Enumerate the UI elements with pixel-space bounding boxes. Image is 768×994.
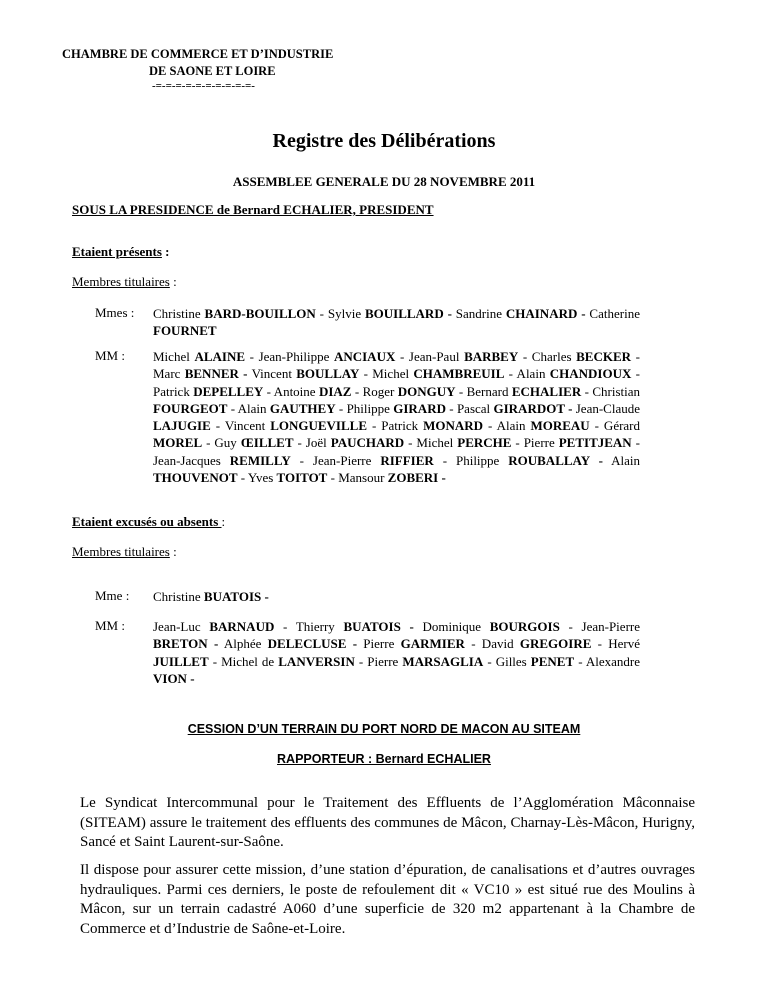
last-name-segment: ROUBALLAY - (508, 452, 603, 468)
first-name-segment: - Pierre (354, 653, 403, 669)
first-name-segment: - Jean-Philippe (245, 349, 334, 364)
last-name-segment: GIRARDOT - (493, 400, 573, 416)
last-name-segment: LONGUEVILLE (270, 418, 367, 434)
chamber-region-line: DE SAONE ET LOIRE (149, 64, 276, 78)
last-name-segment: MOREAU (530, 418, 590, 434)
present-mm-list (153, 348, 640, 486)
last-name-segment: LANVERSIN (278, 653, 355, 669)
last-name-segment: MOREL (153, 435, 203, 451)
last-name-segment: CHANDIOUX (549, 366, 632, 382)
first-name-segment: - Pascal (445, 400, 494, 416)
last-name-segment: BOULLAY (296, 366, 360, 382)
body-paragraph-1: Le Syndicat Intercommunal pour le Traitement des Effluents de l’Agglomération Mâconnaise (SITEAM) assure le traitement des effluents des communes de Mâcon, Charnay-Lès-Mâcon, Hurigny, Sancé et Saint Laurent-sur-Saône. (80, 795, 695, 850)
first-name-segment: Alphée (218, 636, 268, 652)
present-mmes-list (153, 305, 640, 340)
last-name-segment: ECHALIER (511, 383, 582, 399)
present-mm-label: MM : (95, 348, 125, 363)
first-name-segment: - Jean-Pierre (559, 619, 640, 634)
first-name-segment: Vincent (247, 366, 297, 382)
last-name-segment: DEPELLEY (193, 383, 264, 399)
last-name-segment: PENET (530, 653, 575, 669)
first-name-segment: - Antoine (263, 383, 319, 399)
absents-heading (72, 514, 225, 530)
absents-heading-text: Etaient excusés ou absents (72, 514, 222, 529)
first-name-segment: - Jean-Pierre (290, 452, 381, 468)
last-name-segment: ŒILLET (240, 435, 294, 451)
last-name-segment: RIFFIER (380, 452, 434, 468)
presents-subheading (72, 274, 177, 290)
first-name-segment: - Alain (227, 400, 270, 416)
first-name-segment: - Patrick (367, 418, 424, 434)
absent-mm-list (153, 618, 640, 687)
absents-heading-suffix: : (221, 514, 226, 529)
last-name-segment: LAJUGIE (153, 418, 211, 434)
first-name-segment: - Charles (518, 349, 577, 364)
first-name-segment: - Michel (359, 366, 414, 382)
first-name-segment: - Michel (404, 435, 458, 451)
first-name-segment: Christine (153, 306, 205, 321)
absent-mme-list (153, 588, 640, 605)
first-name-segment: Pierre (357, 636, 401, 652)
first-name-segment: - Sylvie (315, 306, 365, 321)
last-name-segment: ZOBERI - (387, 470, 446, 486)
first-name-segment: - Marc (153, 349, 640, 382)
first-name-segment: Catherine (585, 306, 640, 321)
presents-subheading-suffix: : (169, 274, 177, 289)
absents-subheading-text: Membres titulaires (72, 544, 170, 559)
first-name-segment: Alain (602, 452, 641, 468)
last-name-segment: REMILLY (229, 452, 291, 468)
first-name-segment: - David (464, 636, 520, 652)
last-name-segment: ANCIAUX (333, 349, 396, 364)
last-name-segment: JUILLET (153, 653, 209, 669)
chamber-header (62, 46, 382, 92)
last-name-segment: PERCHE (457, 435, 512, 451)
mmes-label: Mmes : (95, 305, 135, 320)
first-name-segment: - Yves (237, 470, 277, 486)
last-name-segment: TOITOT (276, 470, 328, 486)
last-name-segment: MONARD (423, 418, 484, 434)
last-name-segment: DELECLUSE - (267, 636, 358, 652)
last-name-segment: THOUVENOT (153, 470, 238, 486)
last-name-segment: GREGOIRE (519, 636, 592, 652)
assembly-subtitle: ASSEMBLEE GENERALE DU 28 NOVEMBRE 2011 (232, 174, 536, 189)
last-name-segment: DIAZ (318, 383, 352, 399)
last-name-segment: BARNAUD (209, 619, 275, 634)
last-name-segment: VION - (153, 670, 195, 686)
absent-mm-label: MM : (95, 618, 125, 633)
first-name-segment: Michel (153, 349, 195, 364)
last-name-segment: BARD-BOUILLON (204, 306, 316, 321)
last-name-segment: FOURNET (153, 323, 217, 339)
first-name-segment: Jean-Luc (153, 619, 210, 634)
first-name-segment: - Alain (483, 418, 531, 434)
absents-subheading-suffix: : (169, 544, 177, 559)
absent-mme-first: Christine (153, 589, 201, 604)
last-name-segment: CHAMBREUIL (413, 366, 505, 382)
last-name-segment: ALAINE (194, 349, 246, 364)
last-name-segment: BOURGOIS (489, 619, 560, 634)
first-name-segment: - Michel de (208, 653, 279, 669)
first-name-segment: - Thierry (274, 619, 344, 634)
absent-mme-last: BUATOIS - (203, 589, 269, 604)
last-name-segment: GARMIER (400, 636, 465, 652)
first-name-segment: - Mansour (327, 470, 388, 486)
rapporteur-line: RAPPORTEUR : Bernard ECHALIER (277, 752, 491, 766)
first-name-segment: - Gérard (589, 418, 641, 434)
presents-heading-suffix: : (161, 244, 170, 259)
absents-subheading (72, 544, 177, 560)
first-name-segment: - Jean-Paul (395, 349, 465, 364)
first-name-segment: - Patrick (153, 366, 640, 399)
first-name-segment: - Philippe (335, 400, 394, 416)
chamber-name-line: CHAMBRE DE COMMERCE ET D’INDUSTRIE (62, 47, 334, 61)
last-name-segment: BRETON - (153, 636, 219, 652)
last-name-segment: MARSAGLIA (402, 653, 484, 669)
presents-heading (72, 244, 170, 260)
first-name-segment: Jean-Claude (572, 400, 640, 416)
first-name-segment: - Jean-Jacques (153, 435, 641, 468)
last-name-segment: BARBEY (464, 349, 519, 364)
last-name-segment: DONGUY (397, 383, 456, 399)
first-name-segment: - Guy (202, 435, 241, 451)
first-name-segment: - Alexandre (574, 653, 640, 669)
first-name-segment: - Bernard (455, 383, 512, 399)
presents-subheading-text: Membres titulaires (72, 274, 170, 289)
header-divider: -=-=-=-=-=-=-=-=-=-=- (152, 80, 255, 92)
first-name-segment: Sandrine (451, 306, 506, 321)
first-name-segment: - Hervé (591, 636, 641, 652)
first-name-segment: Dominique (413, 619, 490, 634)
last-name-segment: PAUCHARD (330, 435, 405, 451)
last-name-segment: PETITJEAN (558, 435, 632, 451)
first-name-segment: - Christian (581, 383, 640, 399)
last-name-segment: GIRARD (393, 400, 446, 416)
last-name-segment: CHAINARD - (505, 306, 586, 321)
last-name-segment: BENNER - (184, 366, 248, 382)
body-paragraph-2: Il dispose pour assurer cette mission, d’une station d’épuration, de canalisations et d’autres ouvrages hydrauliques. Parmi ces derniers, le poste de refoulement dit « VC10 » est situé rue des Moulins à Mâcon, sur un terrain cadastré A060 d’une superficie de 320 m2 appartenant à la Chambre de Commerce et d’Industrie de Saône-et-Loire. (80, 862, 695, 937)
first-name-segment: - Vincent (210, 418, 271, 434)
last-name-segment: BOUILLARD - (364, 306, 452, 321)
mme-label: Mme : (95, 588, 130, 603)
first-name-segment: - Alain (504, 366, 550, 382)
last-name-segment: BUATOIS - (343, 619, 414, 634)
first-name-segment: - Philippe (433, 452, 509, 468)
first-name-segment: - Joël (293, 435, 331, 451)
document-title: Registre des Délibérations (272, 130, 496, 152)
last-name-segment: BECKER (576, 349, 632, 364)
presidence-line: SOUS LA PRESIDENCE de Bernard ECHALIER, PRESIDENT (72, 202, 434, 217)
first-name-segment: - Gilles (483, 653, 531, 669)
section-title: CESSION D’UN TERRAIN DU PORT NORD DE MACON AU SITEAM (187, 722, 581, 736)
last-name-segment: GAUTHEY (269, 400, 336, 416)
last-name-segment: FOURGEOT (153, 400, 228, 416)
presents-heading-text: Etaient présents (72, 244, 162, 259)
first-name-segment: - Roger (351, 383, 398, 399)
first-name-segment: - Pierre (511, 435, 559, 451)
